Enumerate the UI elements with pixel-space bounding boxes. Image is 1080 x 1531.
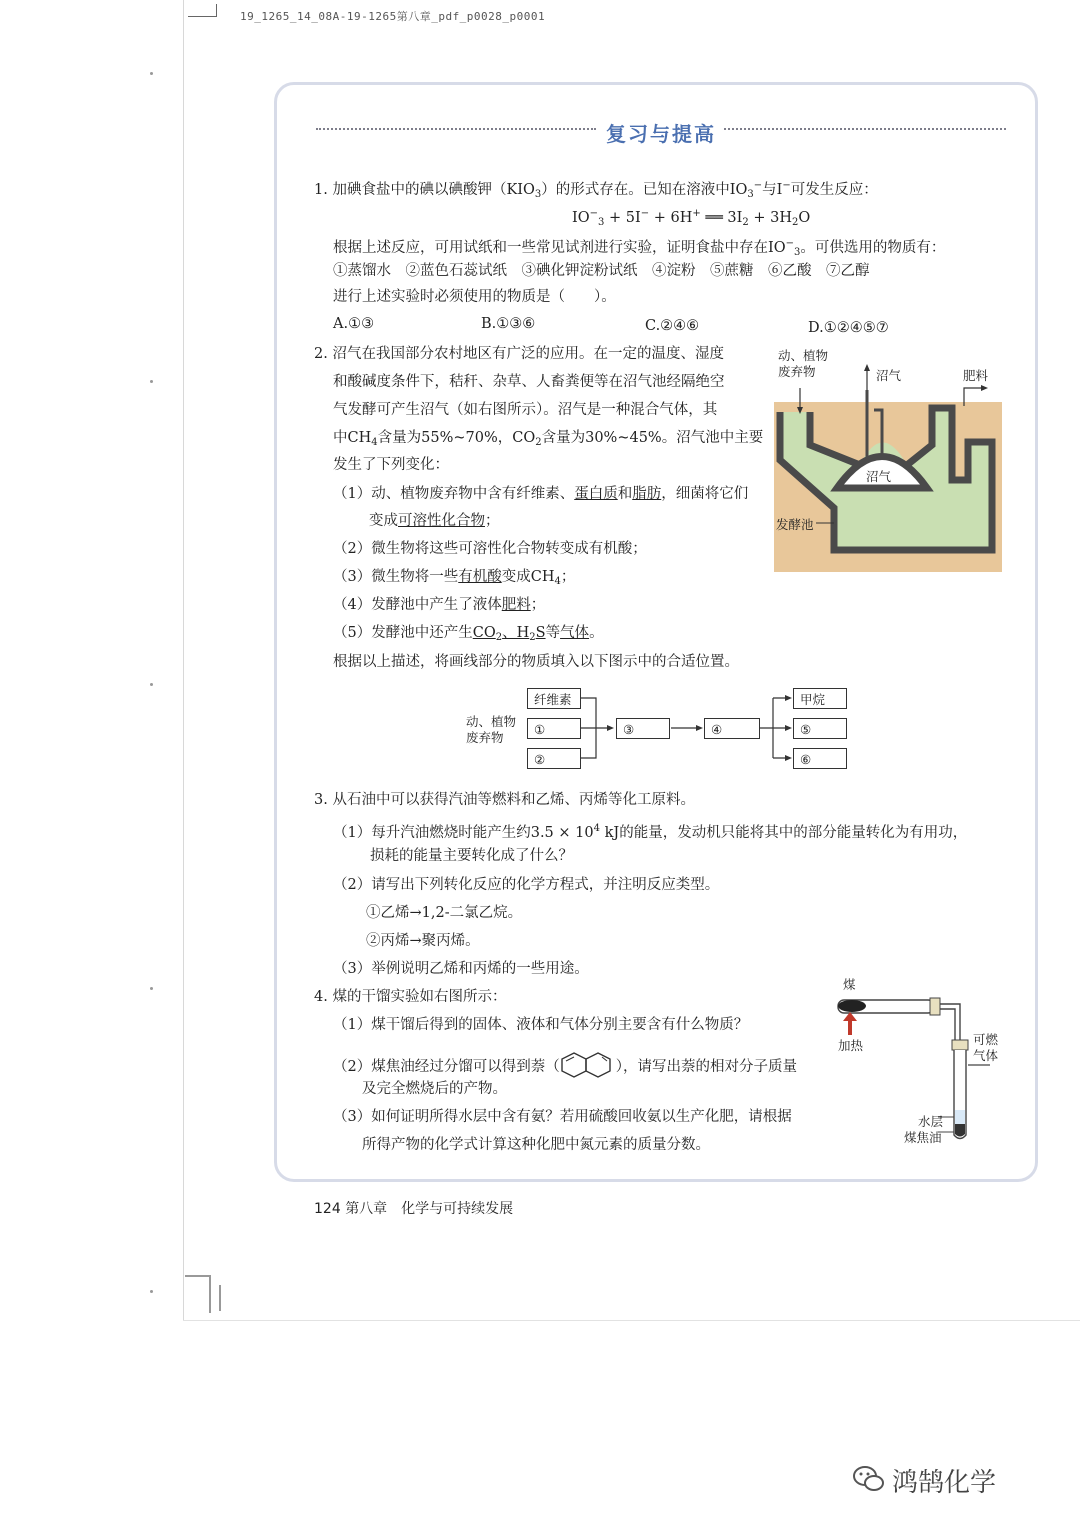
q4-part2: （2）煤焦油经过分馏可以得到萘（ ），请写出萘的相对分子质量: [333, 1051, 797, 1079]
naphthalene-structure: [560, 1051, 616, 1079]
figure-label-biogas-dome: 沼气: [866, 469, 892, 484]
coal-sample: [838, 1000, 866, 1012]
wechat-icon: [852, 1464, 886, 1494]
q4-part2-cont: 及完全燃烧后的产物。: [362, 1081, 507, 1097]
q2-step4: （4）发酵池中产生了液体肥料；: [333, 597, 546, 613]
watermark: 鸿鹄化学: [892, 1468, 997, 1498]
figure-label-fermenter: 发酵池: [776, 517, 814, 532]
scan-dot: [150, 1290, 153, 1293]
q3-part2a: ①乙烯→1,2-二氯乙烷。: [366, 905, 523, 921]
q1-materials: ①蒸馏水 ②蓝色石蕊试纸 ③碘化钾淀粉试纸 ④淀粉 ⑤蔗糖 ⑥乙酸 ⑦乙醇: [333, 263, 870, 279]
title-rule-left: [316, 128, 596, 130]
arrowhead: [785, 725, 792, 731]
q2-step2: （2）微生物将这些可溶性化合物转变成有机酸；: [333, 541, 647, 557]
delivery-tube: [940, 1004, 960, 1045]
q2-ask: 根据以上描述，将画线部分的物质填入以下图示中的合适位置。: [333, 654, 739, 670]
q1-equation: $IO^-_3 + 5I^- + 6H^+$ ══ $3I_2 + 3H_2O$: [572, 208, 811, 228]
flow-box-6: ⑥: [793, 748, 847, 769]
figure-label-waste: 动、植物 废弃物: [778, 348, 829, 379]
fertilizer-arrowhead: [981, 385, 988, 391]
flow-box-cellulose: 纤维素: [527, 688, 581, 709]
q1-option-a: A.①③: [333, 316, 375, 332]
scan-dot: [150, 987, 153, 990]
coal-tar: [955, 1124, 965, 1137]
figure-label-gas: 可燃 气体: [973, 1032, 999, 1063]
q2-line4: 中$CH_4$含量为55%~70%，$CO_2$含量为30%~45%。沼气池中主要: [333, 430, 764, 448]
crop-mark: [219, 1285, 221, 1311]
section-title: 复习与提高: [606, 122, 716, 146]
section-header: [316, 118, 1006, 148]
flow-box-4: ④: [704, 718, 760, 739]
water-layer: [955, 1110, 965, 1124]
q2-step5: （5）发酵池中还产生$CO_2$、$H_2S$等气体。: [333, 625, 604, 643]
q2-step3: （3）微生物将一些有机酸变成$CH_4$；: [333, 569, 576, 587]
flow-box-3: ③: [616, 718, 670, 739]
biogas-arrowhead: [864, 364, 870, 371]
q1-option-d: D.①②④⑤⑦: [808, 320, 889, 336]
file-header: 19_1265_14_08A-19-1265第八章_pdf_p0028_p0001: [240, 10, 546, 23]
crop-mark: [185, 1275, 211, 1313]
q1-intro: 1. 加碘食盐中的碘以碘酸钾$(KIO_3)$的形式存在。已知在溶液中$IO_3^-$与I−可发生反应：: [314, 180, 878, 200]
arrowhead: [696, 725, 703, 731]
arrowhead: [785, 755, 792, 761]
file-mark: [188, 4, 217, 17]
flow-box-methane: 甲烷: [793, 688, 847, 709]
scan-dot: [150, 380, 153, 383]
q2-step1: （1）动、植物废弃物中含有纤维素、蛋白质和脂肪，细菌将它们: [333, 486, 749, 502]
q3-part3: （3）举例说明乙烯和丙烯的一些用途。: [333, 961, 589, 977]
merge-connector: [581, 698, 610, 758]
q4-part1: （1）煤干馏后得到的固体、液体和气体分别主要含有什么物质？: [333, 1017, 749, 1033]
scan-dot: [150, 683, 153, 686]
u-tube-stopper: [952, 1040, 968, 1050]
q1-question: 进行上述实验时必须使用的物质是（ ）。: [333, 289, 616, 305]
chapter-title: 第八章 化学与可持续发展: [345, 1201, 514, 1217]
q3-part1: （1）每升汽油燃烧时能产生约$3.5 \times 10^4$ kJ的能量，发动机只能将其中的部分能量转化为有用功，: [333, 823, 968, 841]
flow-box-2: ②: [527, 748, 581, 769]
figure-label-coal: 煤: [843, 977, 856, 992]
figure-label-biogas-out: 沼气: [876, 368, 902, 383]
q3-part1-cont: 损耗的能量主要转化成了什么？: [370, 848, 573, 864]
q3-intro: 3. 从石油中可以获得汽油等燃料和乙烯、丙烯等化工原料。: [314, 792, 695, 808]
coal-distillation-figure: [830, 990, 990, 1150]
q1-method: 根据上述反应，可用试纸和一些常见试剂进行实验，证明食盐中存在$IO^-_3$。可供选用的物质有：: [333, 238, 946, 258]
arrowhead: [607, 725, 614, 731]
q3-part2: （2）请写出下列转化反应的化学方程式，并注明反应类型。: [333, 877, 720, 893]
q2-line1: 2. 沼气在我国部分农村地区有广泛的应用。在一定的温度、湿度: [314, 346, 724, 362]
q2-line3: 气发酵可产生沼气（如右图所示）。沼气是一种混合气体，其: [333, 402, 718, 418]
q2-line5: 发生了下列变化：: [333, 457, 449, 473]
flow-box-1: ①: [527, 718, 581, 739]
scan-edge: [183, 0, 184, 1320]
stopper: [930, 998, 940, 1015]
figure-label-coal-tar: 煤焦油: [904, 1130, 942, 1145]
title-rule-right: [724, 128, 1006, 130]
split-connector: [760, 698, 788, 758]
arrowhead: [785, 695, 792, 701]
figure-label-water-layer: 水层: [918, 1114, 944, 1129]
figure-label-fertilizer: 肥料: [963, 368, 989, 383]
scan-dot: [150, 72, 153, 75]
q2-line2: 和酸碱度条件下，秸秆、杂草、人畜粪便等在沼气池经隔绝空: [333, 374, 725, 390]
q4-intro: 4. 煤的干馏实验如右图所示：: [314, 989, 507, 1005]
q4-part3-cont: 所得产物的化学式计算这种化肥中氮元素的质量分数。: [362, 1137, 710, 1153]
page-number: 124: [314, 1201, 341, 1217]
flow-start-label: 动、植物 废弃物: [466, 714, 517, 745]
q3-part2b: ②丙烯→聚丙烯。: [366, 933, 480, 949]
page-footer: [314, 1198, 513, 1218]
figure-label-heat: 加热: [838, 1038, 864, 1053]
q4-part3: （3）如何证明所得水层中含有氨？若用硫酸回收氨以生产化肥，请根据: [333, 1109, 792, 1125]
scan-bottom-edge: [183, 1320, 1080, 1321]
q1-option-b: B.①③⑥: [481, 316, 536, 332]
q1-option-c: C.②④⑥: [645, 318, 700, 334]
flow-box-5: ⑤: [793, 718, 847, 739]
q2-step1-cont: 变成可溶性化合物；: [369, 513, 500, 529]
